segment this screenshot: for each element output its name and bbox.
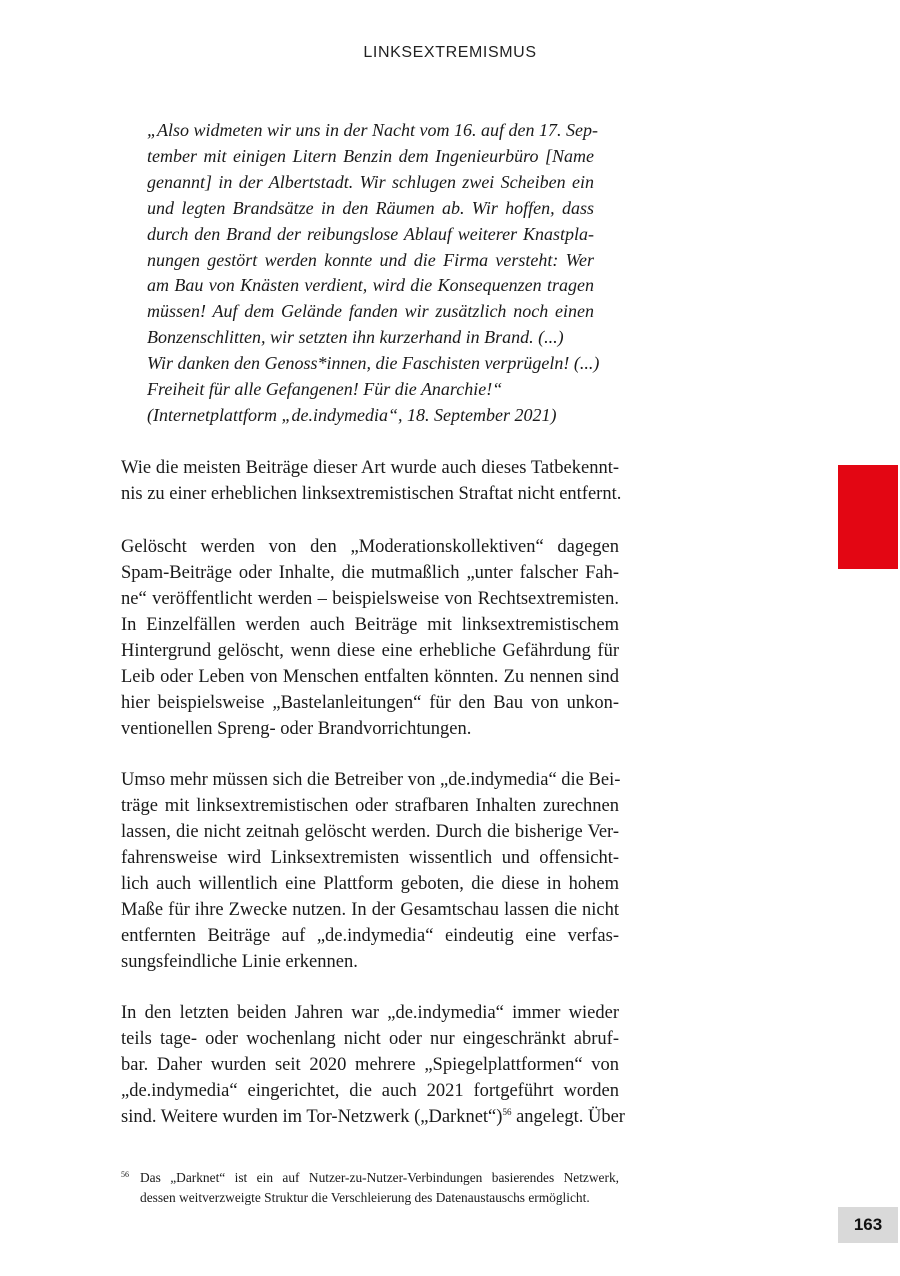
text-line <box>121 1104 625 1130</box>
quote-line: Wir danken den Genoss*innen, die Faschisten verprügeln! (...) <box>147 353 600 374</box>
text-line: Maße für ihre Zwecke nutzen. In der Gesamtschau lassen die nicht <box>121 900 619 920</box>
chapter-tab-marker <box>838 465 898 569</box>
quote-line: Freiheit für alle Gefangenen! Für die Anarchie!“ <box>147 379 503 400</box>
paragraph-2 <box>121 534 619 742</box>
text-line: sungsfeindliche Linie erkennen. <box>121 952 358 972</box>
text-line: ventionellen Spreng- oder Brandvorrichtungen. <box>121 719 472 739</box>
page-number: 163 <box>838 1207 898 1243</box>
text-line: teils tage- oder wochenlang nicht oder nur eingeschränkt abruf- <box>121 1029 619 1049</box>
quote-line: genannt] in der Albertstadt. Wir schlugen zwei Scheiben ein <box>147 171 594 192</box>
text-line: lassen, die nicht zeitnah gelöscht werden. Durch die bisherige Ver- <box>121 822 619 842</box>
quote-line: Bonzenschlitten, wir setzten ihn kurzerhand in Brand. (...) <box>147 327 564 348</box>
text-line: ne“ veröffentlicht werden – beispielsweise von Rechtsextremisten. <box>121 589 619 609</box>
text-line: Leib oder Leben von Menschen entfalten könnten. Zu nennen sind <box>121 667 619 687</box>
paragraph-4 <box>121 1000 625 1130</box>
text-line: lich auch willentlich eine Plattform geboten, die diese in hohem <box>121 874 619 894</box>
quote-source: (Internetplattform „de.indymedia“, 18. September 2021) <box>147 404 557 425</box>
footnote-line: Das „Darknet“ ist ein auf Nutzer-zu-Nutzer-Verbindungen basierendes Netzwerk, <box>140 1170 619 1185</box>
running-header: LINKSEXTREMISMUS <box>363 44 537 61</box>
text-line: Umso mehr müssen sich die Betreiber von „de.indymedia“ die Bei- <box>121 770 621 790</box>
text-line: fahrensweise wird Linksextremisten wissentlich und offensicht- <box>121 848 619 868</box>
block-quote <box>147 118 600 429</box>
footnote-line: dessen weitverzweigte Struktur die Verschleierung des Datenaustauschs ermöglicht. <box>140 1189 590 1205</box>
text-segment: angelegt. Über <box>511 1107 625 1127</box>
text-line: nis zu einer erheblichen linksextremistischen Straftat nicht entfernt. <box>121 484 622 504</box>
text-segment: sind. Weitere wurden im Tor-Netzwerk („Darknet“) <box>121 1107 503 1127</box>
text-line: Gelöscht werden von den „Moderationskollektiven“ dagegen <box>121 537 619 557</box>
text-line: In den letzten beiden Jahren war „de.indymedia“ immer wieder <box>121 1003 619 1023</box>
text-line: Hintergrund gelöscht, wenn diese eine erhebliche Gefährdung für <box>121 641 619 661</box>
quote-line: nungen gestört werden konnte und die Firma versteht: Wer <box>147 249 594 270</box>
paragraph-1 <box>121 455 622 507</box>
paragraph-3 <box>121 767 619 975</box>
quote-line: durch den Brand der reibungslose Ablauf weiterer Knastpla- <box>147 223 594 244</box>
footnote <box>121 1168 619 1207</box>
quote-line: und legten Brandsätze in den Räumen ab. Wir hoffen, dass <box>147 197 594 218</box>
text-line: Spam-Beiträge oder Inhalte, die mutmaßlich „unter falscher Fah- <box>121 563 619 583</box>
quote-line: tember mit einigen Litern Benzin dem Ingenieurbüro [Name <box>147 145 594 166</box>
text-line: „de.indymedia“ eingerichtet, die auch 2021 fortgeführt worden <box>121 1081 619 1101</box>
quote-line: müssen! Auf dem Gelände fanden wir zusätzlich noch einen <box>147 301 594 322</box>
text-line: hier beispielsweise „Bastelanleitungen“ für den Bau von unkon- <box>121 693 619 713</box>
text-line: entfernten Beiträge auf „de.indymedia“ eindeutig eine verfas- <box>121 926 619 946</box>
text-line: träge mit linksextremistischen oder strafbaren Inhalten zurechnen <box>121 796 619 816</box>
text-line: bar. Daher wurden seit 2020 mehrere „Spiegelplattformen“ von <box>121 1055 619 1075</box>
quote-line: am Bau von Knästen verdient, wird die Konsequenzen tragen <box>147 275 594 296</box>
text-line: Wie die meisten Beiträge dieser Art wurde auch dieses Tatbekennt- <box>121 458 619 478</box>
text-line: In Einzelfällen werden auch Beiträge mit linksextremistischem <box>121 615 619 635</box>
footnote-reference[interactable]: 56 <box>502 1106 512 1117</box>
quote-line: „Also widmeten wir uns in der Nacht vom 16. auf den 17. Sep- <box>147 120 598 140</box>
footnote-number: 56 <box>121 1170 129 1179</box>
